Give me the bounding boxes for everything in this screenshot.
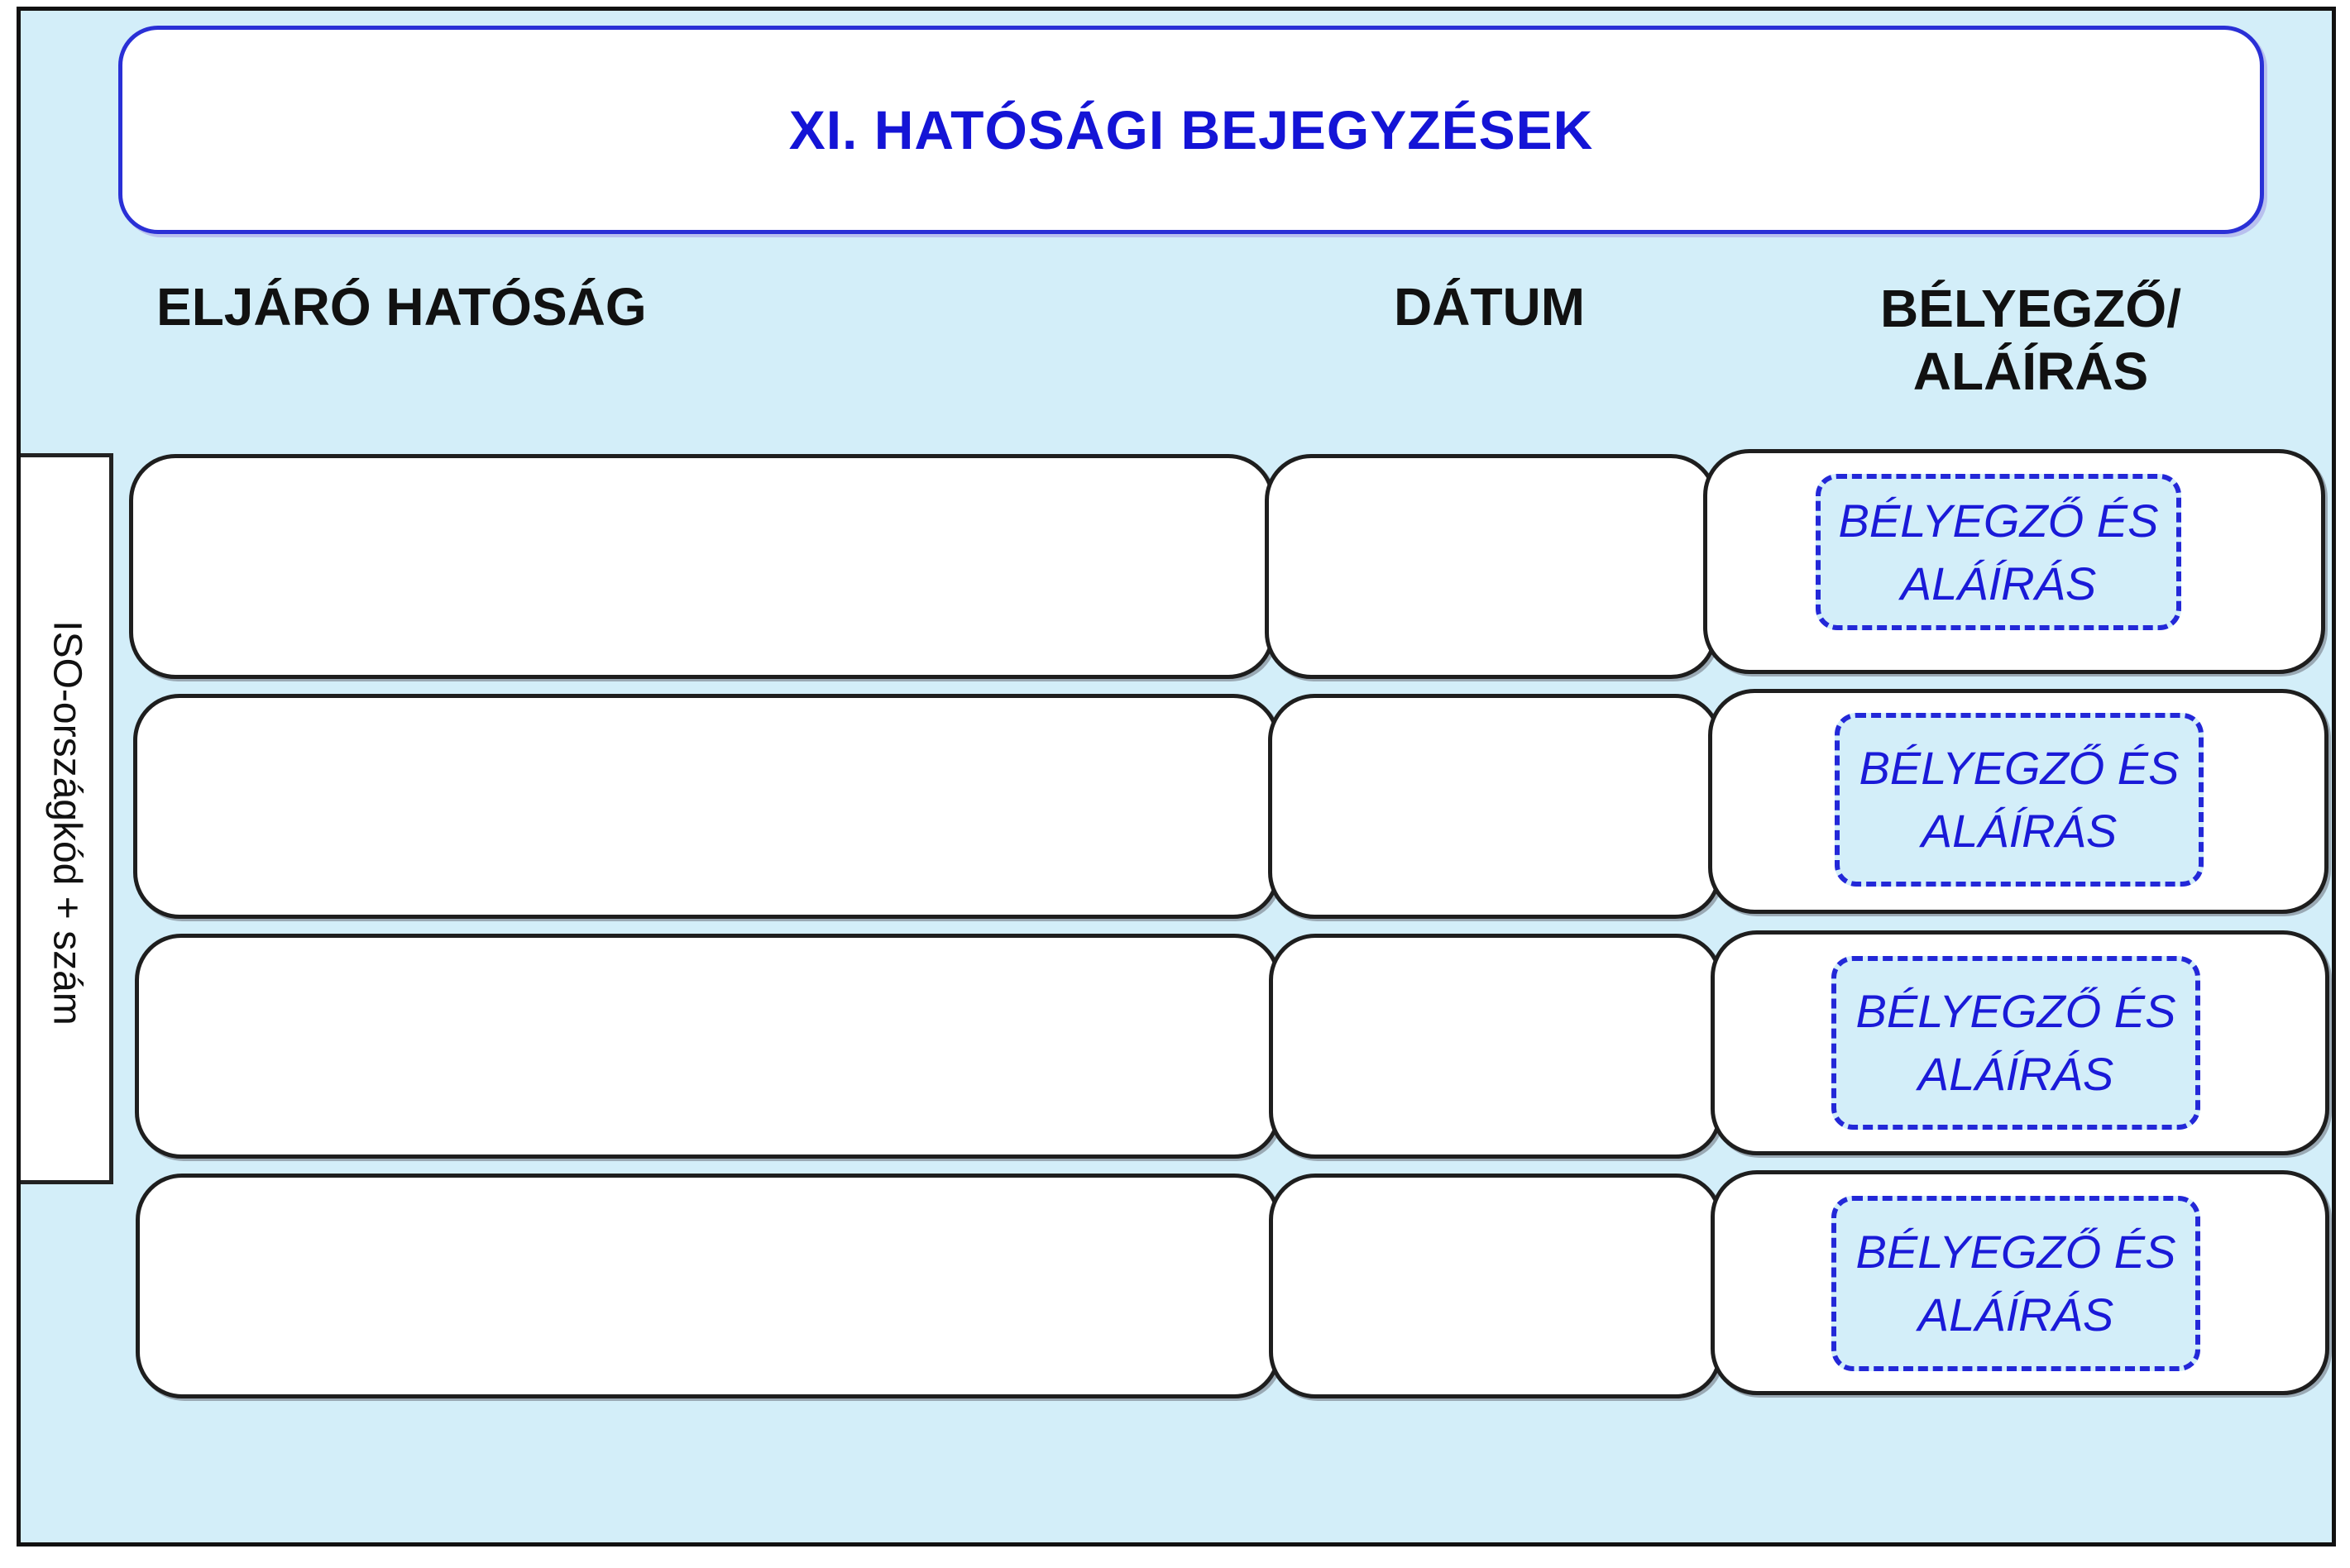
stamp-signature-area-3[interactable]	[1831, 956, 2200, 1130]
authority-field-2[interactable]	[133, 694, 1280, 919]
column-header-stamp-line1: BÉLYEGZŐ/	[1880, 279, 2181, 338]
official-entries-form	[17, 7, 2336, 1546]
form-title: XI. HATÓSÁGI BEJEGYZÉSEK	[788, 99, 1594, 160]
form-title-box	[118, 26, 2264, 234]
stamp-signature-area-2[interactable]	[1835, 713, 2204, 887]
stamp-text-line2: ALÁÍRÁS	[1917, 1048, 2114, 1100]
column-header-authority: ELJÁRÓ HATÓSÁG	[156, 277, 647, 337]
stamp-text-line2: ALÁÍRÁS	[1921, 805, 2118, 857]
stamp-text-line1: BÉLYEGZŐ ÉS	[1855, 1226, 2176, 1278]
column-header-date: DÁTUM	[1394, 277, 1586, 337]
stamp-text-line1: BÉLYEGZŐ ÉS	[1838, 494, 2159, 547]
side-tab	[21, 453, 113, 1184]
stamp-signature-area-4[interactable]	[1831, 1196, 2200, 1371]
stamp-text-line2: ALÁÍRÁS	[1917, 1288, 2114, 1341]
stamp-cell-2	[1708, 689, 2328, 914]
column-header-stamp-line2: ALÁÍRÁS	[1912, 342, 2149, 401]
date-field-4[interactable]	[1269, 1174, 1722, 1398]
stamp-cell-3	[1711, 930, 2329, 1155]
side-tab-label: ISO-országkód + szám	[45, 620, 89, 1025]
column-header-stamp-signature	[1799, 277, 2262, 403]
date-field-1[interactable]	[1265, 454, 1717, 679]
date-field-3[interactable]	[1269, 934, 1722, 1159]
authority-field-1[interactable]	[129, 454, 1275, 679]
stamp-cell-4	[1711, 1170, 2329, 1395]
stamp-cell-1	[1703, 449, 2325, 674]
stamp-signature-area-1[interactable]	[1816, 474, 2181, 630]
authority-field-3[interactable]	[135, 934, 1280, 1159]
date-field-2[interactable]	[1268, 694, 1721, 919]
authority-field-4[interactable]	[136, 1174, 1280, 1398]
stamp-text-line1: BÉLYEGZŐ ÉS	[1859, 742, 2180, 794]
stamp-text-line2: ALÁÍRÁS	[1900, 557, 2097, 610]
stamp-text-line1: BÉLYEGZŐ ÉS	[1855, 985, 2176, 1037]
